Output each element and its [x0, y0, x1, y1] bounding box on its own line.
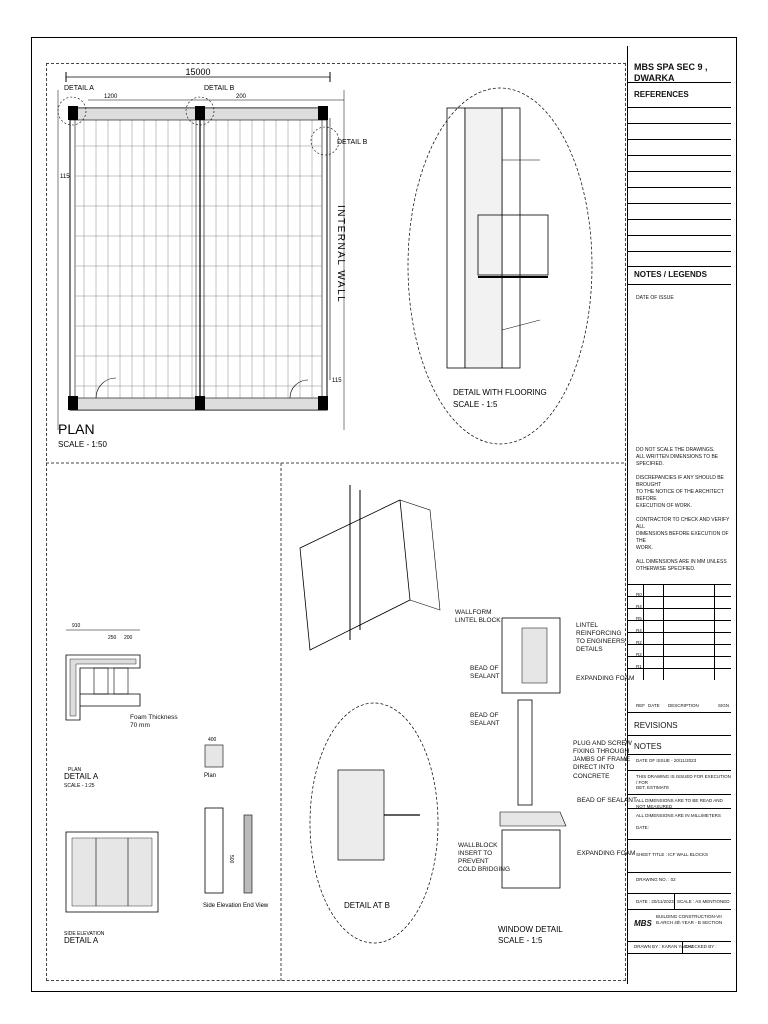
plan-segment-dim: 1200	[104, 94, 118, 100]
rev-header-sign: SIGN	[718, 703, 730, 708]
window-scale: SCALE - 1:5	[498, 936, 543, 945]
title-block	[627, 46, 731, 984]
detail-a-dim-1: 250	[108, 635, 117, 641]
drawn-by: DRAWN BY : KARAN YADAV	[634, 944, 694, 949]
issue-date: DATE OF ISSUE - 20/11/2023	[636, 758, 697, 763]
wallblock-insert-label: WALLBLOCK INSERT TO PREVENT COLD BRIDGING	[458, 842, 511, 874]
plan-detail-b-label: DETAIL B	[204, 85, 235, 92]
rev-header-ref: REF	[636, 703, 645, 708]
bead-sealant-label-3: BEAD OF SEALANT	[577, 797, 637, 804]
rev-row-0: R0	[636, 592, 642, 597]
rev-row-1: R4	[636, 604, 642, 609]
sheet-title: SHEET TITLE : ICF WALL BLOCKS	[636, 852, 709, 857]
plan-segment-dim-2: 200	[236, 94, 247, 100]
mbs-logo: MBS	[634, 919, 652, 928]
window-title: WINDOW DETAIL	[498, 925, 563, 934]
detail-b-title: DETAIL AT B	[344, 901, 390, 910]
note-millimeters: ALL DIMENSIONS ARE IN MILLIMETERS	[636, 813, 721, 818]
block-plan-label: Plan	[204, 773, 217, 779]
lintel-label: LINTEL REINFORCING TO ENGINEERS DETAILS	[576, 622, 626, 654]
expanding-foam-label: EXPANDING FOAM	[576, 675, 635, 682]
foam-thickness-note: Foam Thickness 70 mm	[130, 714, 178, 730]
rev-row-6: R1	[636, 664, 642, 669]
date-of-issue-label: DATE OF ISSUE	[636, 295, 674, 301]
scale-value: SCALE : AS MENTIONED	[677, 899, 730, 904]
rev-row-4: R2	[636, 640, 642, 645]
detail-a-side-title: DETAIL A	[64, 936, 99, 945]
block-dim-500: 500	[228, 855, 234, 864]
course-info: BUILDING CONSTRUCTION-VII B.ARCH 4th YEAR - B SECTION	[656, 914, 723, 925]
issue-note: THIS DRAWING IS ISSUED FOR EXECUTION / FOR DET. ESTIMATE	[636, 774, 731, 791]
rev-row-5: R2	[636, 652, 642, 657]
date-label: DATE:	[636, 825, 649, 830]
detail-a-side-elev-label: SIDE ELEVATION	[64, 931, 105, 937]
note-not-measured: ALL DIMENSIONS ARE TO BE READ AND NOT MEASURED	[636, 798, 723, 809]
bead-sealant-label-2: BEAD OF SEALANT	[470, 712, 500, 728]
wallform-label: WALLFORM LINTEL BLOCK	[455, 609, 501, 625]
plan-detail-b-right-label: DETAIL B	[337, 139, 368, 146]
plan-side-dim-2: 115	[332, 378, 342, 384]
detail-a-title: DETAIL A	[64, 772, 99, 781]
rev-row-3: R4	[636, 628, 642, 633]
expanding-foam-label-2: EXPANDING FOAM	[577, 850, 636, 857]
project-title: MBS SPA SEC 9 , DWARKA	[634, 62, 708, 84]
plan-detail-a-label: DETAIL A	[64, 85, 94, 92]
plan-overall-dim: 15000	[185, 67, 211, 77]
date-value: DATE : 20/11/2023	[636, 899, 674, 904]
checked-by: CHECKED BY :	[685, 944, 717, 949]
plan-drawing	[58, 72, 344, 430]
detail-a-dim-2: 200	[124, 635, 133, 641]
detail-a-dim-top: 910	[72, 623, 81, 629]
rev-header-desc: DESCRIPTION	[668, 703, 699, 708]
general-notes: DO NOT SCALE THE DRAWINGS. ALL WRITTEN DIMENSIONS TO BE SPECIFIED. DISCREPANCIES IF ANY SHOULD BE BROUGHT TO THE NOTICE OF THE ARCHITECT BEFORE EXECUTION OF WORK. CONTRACTOR TO CHECK AND VERIFY ALL DIMENSIONS BEFORE EXECUTION OF THE WORK. ALL DIMENSIONS ARE IN MM UNLESS OTHERWISE SPECIFIED.	[636, 447, 730, 572]
bead-sealant-label-1: BEAD OF SEALANT	[470, 665, 500, 681]
notes-heading: NOTES	[634, 742, 662, 751]
block-dim-400: 400	[208, 737, 217, 743]
plug-screw-label: PLUG AND SCREW FIXING THROUGH JAMBS OF FRAME DIRECT INTO CONCRETE	[573, 740, 632, 780]
rev-header-date: DATE	[648, 703, 660, 708]
flooring-title: DETAIL WITH FLOORING	[453, 388, 547, 397]
flooring-scale: SCALE - 1:5	[453, 400, 498, 409]
isometric-drawing	[300, 485, 440, 943]
detail-a-scale: SCALE - 1:25	[64, 783, 95, 789]
internal-wall-label: INTERNAL WALL	[335, 205, 346, 304]
notes-legends-heading: NOTES / LEGENDS	[634, 270, 707, 279]
plan-scale: SCALE - 1:50	[58, 440, 107, 449]
plan-title: PLAN	[58, 421, 95, 437]
block-side-label: Side Elevation	[203, 903, 242, 909]
rev-row-2: R5	[636, 616, 642, 621]
detail-a-plan-label: PLAN	[68, 767, 82, 773]
detail-a-drawing	[66, 630, 252, 912]
revisions-heading: REVISIONS	[634, 721, 678, 730]
plan-side-dim: 115	[60, 174, 70, 180]
references-heading: REFERENCES	[634, 90, 689, 99]
block-end-label: End View	[243, 903, 269, 909]
drawing-no: DRAWING NO. : 02	[636, 877, 676, 882]
